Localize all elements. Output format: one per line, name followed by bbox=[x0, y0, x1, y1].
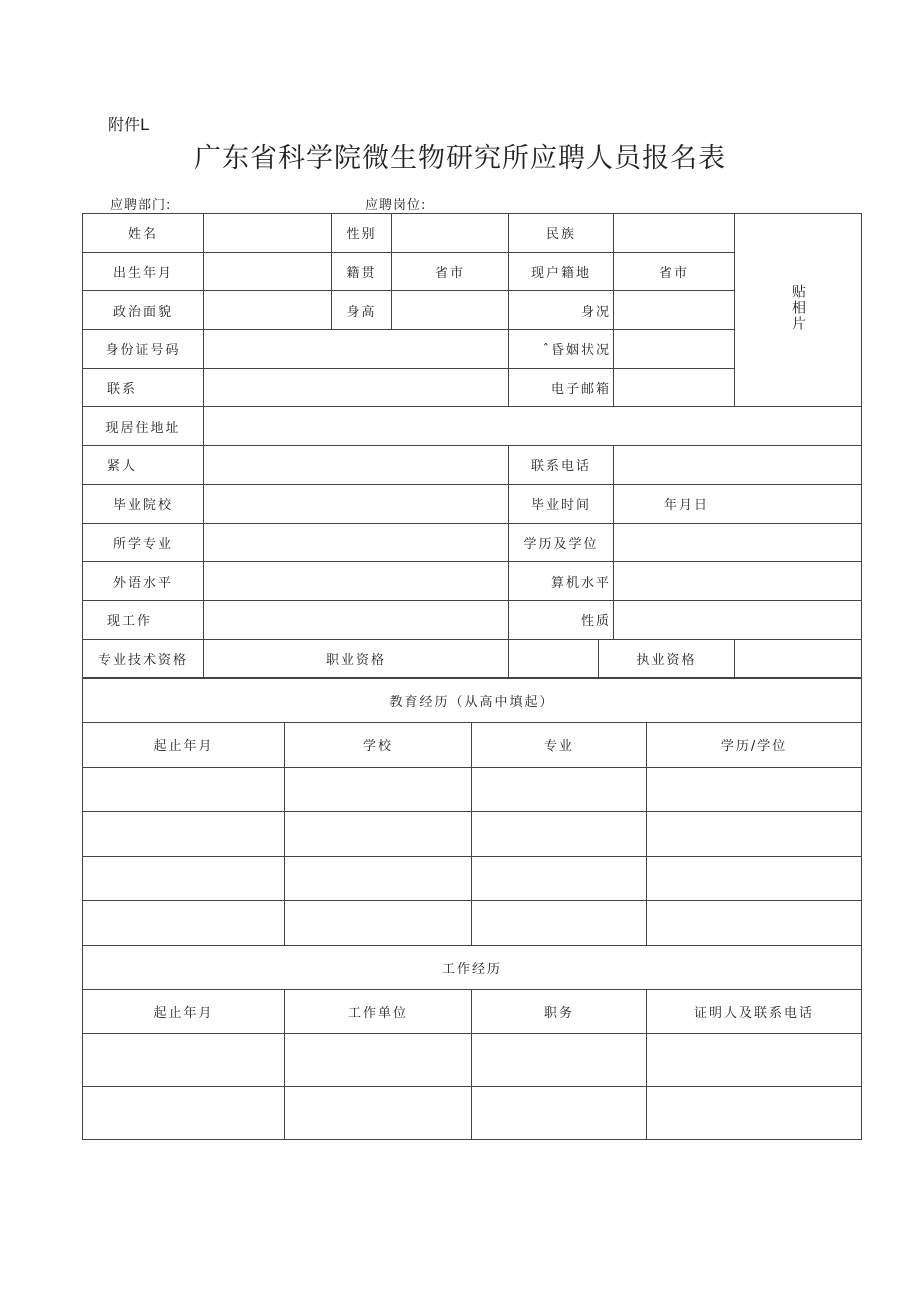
emergency-field[interactable] bbox=[204, 446, 509, 485]
id-number-field[interactable] bbox=[204, 330, 509, 369]
table-cell[interactable] bbox=[647, 856, 862, 901]
address-label: 现居住地址 bbox=[83, 407, 204, 446]
work-col-period: 起止年月 bbox=[83, 989, 285, 1034]
table-cell[interactable] bbox=[83, 812, 285, 857]
prof-qual-label: 职业资格 bbox=[204, 639, 509, 678]
email-label: 电子邮箱 bbox=[509, 368, 614, 407]
height-field[interactable] bbox=[392, 291, 509, 330]
education-col-school: 学校 bbox=[285, 723, 472, 768]
apply-dept-label: 应聘部门: bbox=[110, 198, 172, 213]
table-cell[interactable] bbox=[83, 1034, 285, 1087]
major-label: 所学专业 bbox=[83, 523, 204, 562]
emergency-label: 紧人 bbox=[83, 446, 204, 485]
birth-field[interactable] bbox=[204, 252, 332, 291]
education-col-major: 专业 bbox=[472, 723, 647, 768]
name-label: 姓名 bbox=[83, 214, 204, 253]
table-cell[interactable] bbox=[472, 856, 647, 901]
health-label: 身况 bbox=[509, 291, 614, 330]
education-col-period: 起止年月 bbox=[83, 723, 285, 768]
major-field[interactable] bbox=[204, 523, 509, 562]
education-row bbox=[83, 856, 862, 901]
grad-time-field[interactable]: 年月日 bbox=[614, 484, 862, 523]
table-cell[interactable] bbox=[285, 901, 472, 946]
gender-label: 性别 bbox=[332, 214, 392, 253]
ethnicity-field[interactable] bbox=[614, 214, 735, 253]
tech-qual-label: 专业技术资格 bbox=[83, 639, 204, 678]
politics-field[interactable] bbox=[204, 291, 332, 330]
table-cell[interactable] bbox=[83, 856, 285, 901]
native-place-field[interactable]: 省市 bbox=[392, 252, 509, 291]
page-title: 广东省科学院微生物研究所应聘人员报名表 bbox=[194, 143, 726, 174]
computer-label: 算机水平 bbox=[509, 562, 614, 601]
contact-label: 联系 bbox=[83, 368, 204, 407]
table-cell[interactable] bbox=[285, 1034, 472, 1087]
current-job-field[interactable] bbox=[204, 600, 509, 639]
table-cell[interactable] bbox=[472, 1087, 647, 1140]
contact-field[interactable] bbox=[204, 368, 509, 407]
education-row bbox=[83, 812, 862, 857]
annex-label: 附件L bbox=[108, 115, 149, 134]
education-row bbox=[83, 901, 862, 946]
school-label: 毕业院校 bbox=[83, 484, 204, 523]
work-row bbox=[83, 1087, 862, 1140]
gender-field[interactable] bbox=[392, 214, 509, 253]
table-cell[interactable] bbox=[647, 901, 862, 946]
practice-qual-field[interactable] bbox=[735, 639, 862, 678]
education-row bbox=[83, 767, 862, 812]
table-cell[interactable] bbox=[472, 767, 647, 812]
table-cell[interactable] bbox=[83, 767, 285, 812]
history-table bbox=[82, 678, 862, 1140]
id-number-label: 身份证号码 bbox=[83, 330, 204, 369]
phone-field[interactable] bbox=[614, 446, 862, 485]
email-field[interactable] bbox=[614, 368, 735, 407]
education-col-degree: 学历/学位 bbox=[647, 723, 862, 768]
table-cell[interactable] bbox=[83, 1087, 285, 1140]
table-cell[interactable] bbox=[647, 1034, 862, 1087]
table-cell[interactable] bbox=[285, 812, 472, 857]
table-cell[interactable] bbox=[472, 1034, 647, 1087]
work-row bbox=[83, 1034, 862, 1087]
table-cell[interactable] bbox=[285, 856, 472, 901]
name-field[interactable] bbox=[204, 214, 332, 253]
job-nature-label: 性质 bbox=[509, 600, 614, 639]
marital-field[interactable] bbox=[614, 330, 735, 369]
table-cell[interactable] bbox=[83, 901, 285, 946]
language-label: 外语水平 bbox=[83, 562, 204, 601]
work-col-reference: 证明人及联系电话 bbox=[647, 989, 862, 1034]
politics-label: 政治面貌 bbox=[83, 291, 204, 330]
education-heading: 教育经历（从高中填起） bbox=[83, 679, 862, 723]
current-job-label: 现工作 bbox=[83, 600, 204, 639]
table-cell[interactable] bbox=[472, 812, 647, 857]
residence-label: 现户籍地 bbox=[509, 252, 614, 291]
school-field[interactable] bbox=[204, 484, 509, 523]
residence-field[interactable]: 省市 bbox=[614, 252, 735, 291]
phone-label: 联系电话 bbox=[509, 446, 614, 485]
native-place-label: 籍贯 bbox=[332, 252, 392, 291]
ethnicity-label: 民族 bbox=[509, 214, 614, 253]
degree-field[interactable] bbox=[614, 523, 862, 562]
marital-label: ˆ昏姻状况 bbox=[509, 330, 614, 369]
work-heading: 工作经历 bbox=[83, 945, 862, 989]
job-nature-field[interactable] bbox=[614, 600, 862, 639]
health-field[interactable] bbox=[614, 291, 735, 330]
practice-qual-label: 执业资格 bbox=[599, 639, 735, 678]
table-cell[interactable] bbox=[647, 1087, 862, 1140]
grad-time-label: 毕业时间 bbox=[509, 484, 614, 523]
table-cell[interactable] bbox=[285, 1087, 472, 1140]
apply-post-label: 应聘岗位: bbox=[365, 198, 427, 213]
work-col-employer: 工作单位 bbox=[285, 989, 472, 1034]
table-cell[interactable] bbox=[647, 767, 862, 812]
work-col-position: 职务 bbox=[472, 989, 647, 1034]
table-cell[interactable] bbox=[647, 812, 862, 857]
photo-label: 贴相片 bbox=[790, 284, 807, 333]
prof-qual-field[interactable] bbox=[509, 639, 599, 678]
photo-box bbox=[735, 214, 862, 407]
address-field[interactable] bbox=[204, 407, 862, 446]
degree-label: 学历及学位 bbox=[509, 523, 614, 562]
height-label: 身高 bbox=[332, 291, 392, 330]
birth-label: 出生年月 bbox=[83, 252, 204, 291]
computer-field[interactable] bbox=[614, 562, 862, 601]
table-cell[interactable] bbox=[285, 767, 472, 812]
personal-info-table bbox=[82, 213, 862, 678]
language-field[interactable] bbox=[204, 562, 509, 601]
table-cell[interactable] bbox=[472, 901, 647, 946]
